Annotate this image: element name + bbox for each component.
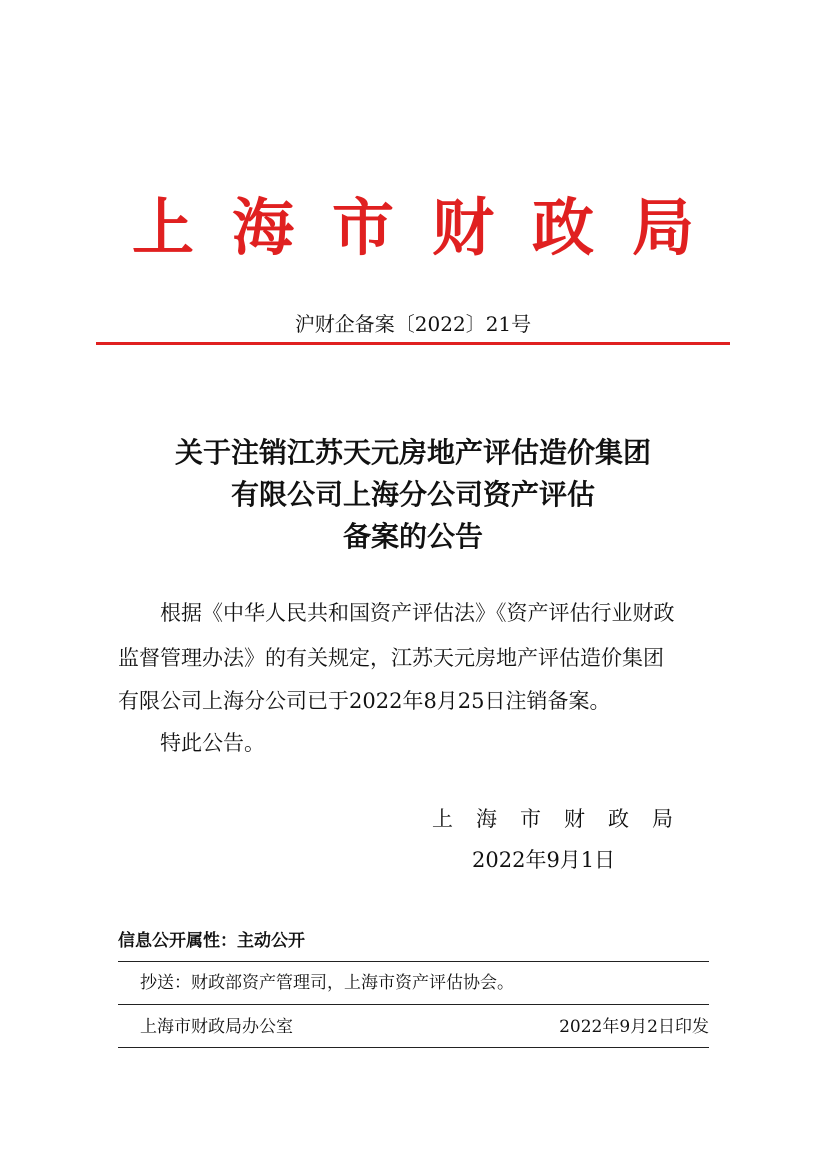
body-paragraph-line: 监督管理办法》的有关规定，江苏天元房地产评估造价集团 xyxy=(118,646,664,670)
footer-divider xyxy=(118,1047,709,1048)
disclosure-attribute: 信息公开属性：主动公开 xyxy=(118,931,305,951)
signature-organization: 上海市财政局 xyxy=(432,807,696,831)
notice-title-line: 有限公司上海分公司资产评估 xyxy=(230,478,595,511)
print-date: 2022年9月2日印发 xyxy=(559,1017,709,1037)
closing-statement: 特此公告。 xyxy=(160,731,265,755)
issuing-office: 上海市财政局办公室 xyxy=(140,1017,293,1037)
signature-date: 2022年9月1日 xyxy=(472,848,616,872)
footer-divider xyxy=(118,961,709,962)
cc-recipients: 抄送：财政部资产管理司，上海市资产评估协会。 xyxy=(140,973,514,993)
notice-title-line: 关于注销江苏天元房地产评估造价集团 xyxy=(174,436,651,469)
notice-title-line: 备案的公告 xyxy=(342,520,483,553)
document-number: 沪财企备案〔2022〕21号 xyxy=(294,312,532,336)
red-divider xyxy=(96,342,730,345)
footer-divider xyxy=(118,1004,709,1005)
body-paragraph-line: 有限公司上海分公司已于2022年8月25日注销备案。 xyxy=(118,689,611,713)
body-paragraph-line: 根据《中华人民共和国资产评估法》《资产评估行业财政 xyxy=(160,601,675,625)
issuing-authority-header: 上海市财政局 xyxy=(131,191,732,264)
notice-title xyxy=(0,432,826,558)
